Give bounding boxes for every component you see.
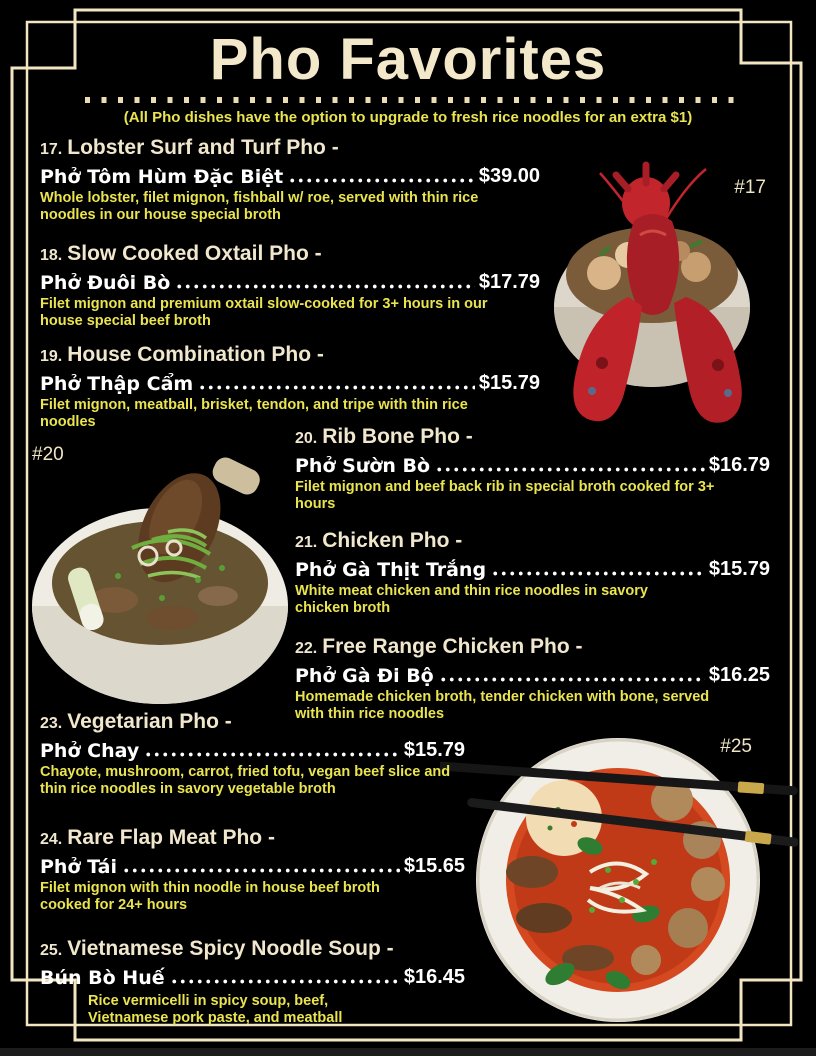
dot-leader — [121, 865, 400, 875]
upgrade-note: (All Pho dishes have the option to upgrade to fresh rice noodles for an extra $1) — [123, 109, 693, 126]
item-heading — [295, 635, 770, 661]
menu-item-21 — [295, 529, 770, 617]
item-price: $16.79 — [708, 454, 770, 476]
item-price-line — [40, 963, 465, 989]
item-name: Slow Cooked Oxtail Pho - — [67, 242, 322, 265]
item-viet-name: Phở Đuôi Bò — [40, 272, 171, 294]
item-viet-name: Phở Gà Đi Bộ — [295, 665, 434, 687]
bottom-edge-strip — [0, 1048, 816, 1056]
item-number: 23. — [40, 715, 63, 732]
item-number: 25. — [40, 942, 63, 959]
item-viet-name: Phở Tái — [40, 856, 117, 878]
item-number: 24. — [40, 831, 63, 848]
item-description: Filet mignon, meatball, brisket, tendon, and tripe with thin rice noodles — [40, 397, 468, 430]
item-viet-name: Phở Tôm Hùm Đặc Biệt — [40, 166, 284, 188]
dot-leader — [490, 568, 705, 578]
item-name: Vegetarian Pho - — [67, 710, 232, 733]
item-price-line — [295, 555, 770, 581]
item-heading — [40, 343, 540, 369]
dot-leader — [434, 464, 705, 474]
dot-leader — [143, 749, 400, 759]
item-price-line — [40, 736, 465, 762]
item-price: $17.79 — [478, 271, 540, 293]
menu-item-20 — [295, 425, 770, 513]
dot-leader — [197, 382, 475, 392]
item-viet-name: Phở Sườn Bò — [295, 455, 431, 477]
item-heading — [40, 242, 540, 268]
item-heading — [295, 529, 770, 555]
item-price: $15.79 — [708, 558, 770, 580]
menu-column-left-top — [40, 136, 540, 431]
item-price-line — [40, 852, 465, 878]
item-price: $39.00 — [478, 165, 540, 187]
item-description: White meat chicken and thin rice noodles in savory chicken broth — [295, 583, 648, 616]
dot-leader — [174, 281, 475, 291]
item-heading — [40, 136, 540, 162]
item-heading — [295, 425, 770, 451]
item-description: Filet mignon with thin noodle in house beef broth cooked for 24+ hours — [40, 880, 380, 913]
dot-leader — [438, 674, 705, 684]
photo-label-20: #20 — [32, 444, 64, 465]
spicy-noodle-soup-photo — [440, 722, 798, 1024]
item-price-line — [40, 162, 540, 188]
menu-item-25 — [40, 937, 465, 1027]
item-name: House Combination Pho - — [67, 343, 324, 366]
menu-item-19 — [40, 343, 540, 431]
page-title: Pho Favorites — [209, 27, 607, 92]
item-price: $15.79 — [403, 739, 465, 761]
item-name: Chicken Pho - — [322, 529, 463, 552]
menu-item-17 — [40, 136, 540, 224]
dot-leader — [169, 976, 400, 986]
item-description: Homemade chicken broth, tender chicken with bone, served with thin rice noodles — [295, 689, 710, 722]
rib-bone-pho-illustration — [22, 428, 300, 710]
menu-item-24 — [40, 826, 465, 914]
item-viet-name: Bún Bò Huế — [40, 967, 165, 989]
dotted-divider — [85, 97, 741, 103]
rib-bone-pho-photo — [22, 428, 300, 710]
item-description: Rice vermicelli in spicy soup, beef, Vietnamese pork paste, and meatball — [88, 993, 343, 1026]
item-viet-name: Phở Thập Cẩm — [40, 373, 194, 395]
item-name: Rare Flap Meat Pho - — [67, 826, 275, 849]
photo-label-25: #25 — [720, 736, 752, 757]
item-price-line — [295, 661, 770, 687]
item-price: $15.65 — [403, 855, 465, 877]
lobster-pho-photo — [540, 155, 772, 427]
dot-leader — [287, 175, 475, 185]
item-price: $15.79 — [478, 372, 540, 394]
item-number: 22. — [295, 640, 318, 657]
item-name: Rib Bone Pho - — [322, 425, 473, 448]
item-name: Vietnamese Spicy Noodle Soup - — [67, 937, 394, 960]
item-heading — [40, 937, 465, 963]
menu-item-18 — [40, 242, 540, 330]
item-description: Filet mignon and premium oxtail slow-cooked for 3+ hours in our house special beef broth — [40, 296, 488, 329]
item-price: $16.25 — [708, 664, 770, 686]
item-description: Whole lobster, filet mignon, fishball w/ roe, served with thin rice noodles in our house special broth — [40, 190, 479, 223]
item-heading — [40, 710, 465, 736]
item-price-line — [40, 369, 540, 395]
menu-column-right-middle — [295, 425, 770, 723]
item-price-line — [40, 268, 540, 294]
item-number: 21. — [295, 534, 318, 551]
item-number: 20. — [295, 430, 318, 447]
item-description: Filet mignon and beef back rib in special broth cooked for 3+ hours — [295, 479, 715, 512]
item-price: $16.45 — [403, 966, 465, 988]
spicy-noodle-soup-illustration — [440, 722, 798, 1024]
item-name: Free Range Chicken Pho - — [322, 635, 583, 658]
item-number: 19. — [40, 348, 63, 365]
item-price-line — [295, 451, 770, 477]
item-number: 17. — [40, 141, 63, 158]
photo-label-17: #17 — [734, 177, 766, 198]
item-name: Lobster Surf and Turf Pho - — [67, 136, 339, 159]
menu-column-left-bottom — [40, 710, 465, 1027]
item-viet-name: Phở Gà Thịt Trắng — [295, 559, 487, 581]
item-number: 18. — [40, 247, 63, 264]
menu-item-23 — [40, 710, 465, 798]
item-heading — [40, 826, 465, 852]
item-description: Chayote, mushroom, carrot, fried tofu, vegan beef slice and thin rice noodles in savory vegetable broth — [40, 764, 451, 797]
item-viet-name: Phở Chay — [40, 740, 140, 762]
